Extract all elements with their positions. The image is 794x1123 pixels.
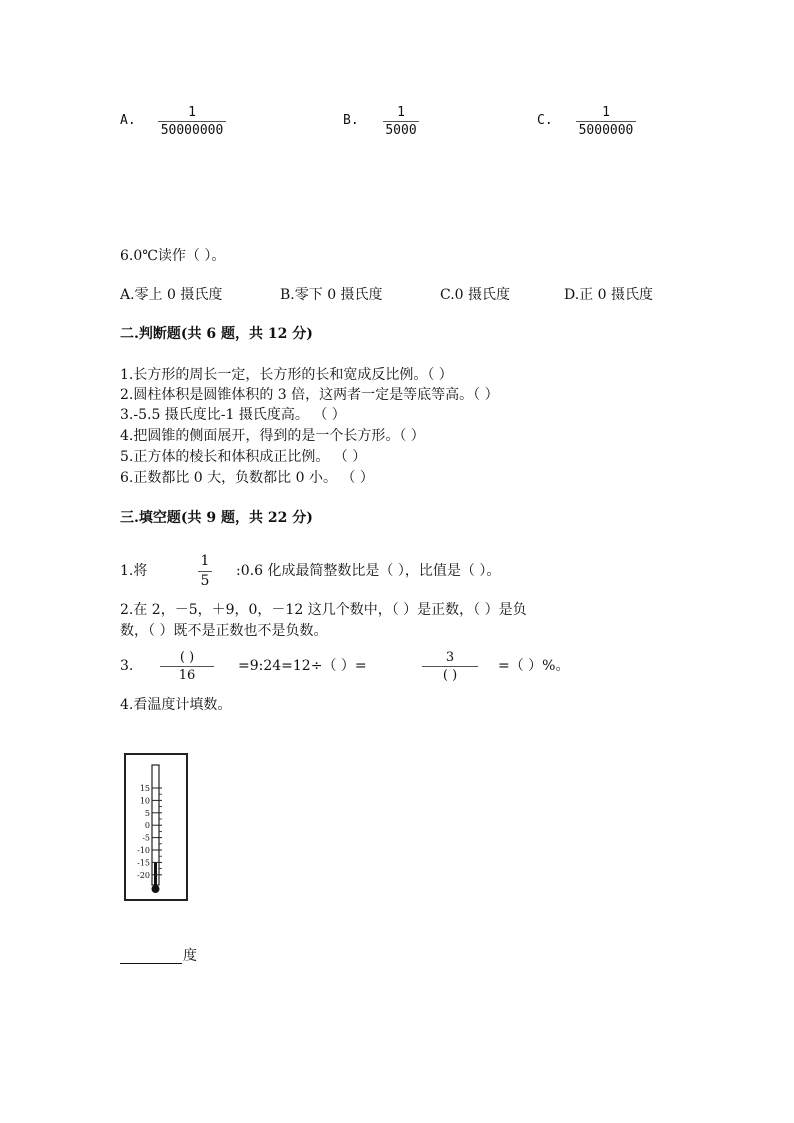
judge-item-2: 2.圆柱体积是圆锥体积的 3 倍，这两者一定是等底等高。（ ）: [120, 387, 499, 403]
fill-3-fraction-1: [160, 650, 214, 683]
thermometer-icon: [126, 755, 186, 899]
option-b-numerator: 1: [397, 105, 405, 120]
option-a-fraction: [158, 105, 226, 138]
question-6-stem: 6.0℃读作（ ）。: [120, 248, 226, 264]
answer-unit: 度: [183, 948, 197, 964]
fraction-bar: [198, 571, 212, 572]
thermometer-scale-label: -10: [137, 846, 150, 855]
fill-2-line-2: 数，（ ）既不是正数也不是负数。: [120, 623, 328, 639]
fraction-bar: [383, 121, 419, 122]
fill-3-label: 3.: [120, 658, 134, 674]
fraction-bar: [422, 666, 478, 667]
question-6-option-c: C.0 摄氏度: [440, 287, 511, 303]
question-6-option-d: D.正 0 摄氏度: [564, 287, 653, 303]
fill-1-suffix: :0.6 化成最简整数比是（ ），比值是（ ）。: [236, 563, 501, 579]
judge-item-6: 6.正数都比 0 大，负数都比 0 小。 （ ）: [120, 470, 374, 486]
fill-1-numerator: 1: [200, 553, 210, 569]
thermometer-scale-label: 0: [144, 821, 150, 831]
option-a-denominator: 50000000: [160, 123, 224, 138]
thermometer-frame: [124, 753, 188, 901]
fill-3-fraction-2: [422, 650, 478, 683]
option-b-label: B.: [343, 113, 359, 128]
option-a-numerator: 1: [188, 105, 196, 120]
option-a-label: A.: [120, 113, 136, 128]
thermometer-scale-label: -5: [142, 833, 150, 843]
section-2-title: 二.判断题(共 6 题，共 12 分): [120, 326, 313, 342]
fill-1-denominator: 5: [200, 573, 210, 589]
fill-1-fraction: [198, 553, 212, 590]
thermometer-scale-label: 10: [139, 796, 150, 806]
option-c-numerator: 1: [602, 105, 610, 120]
judge-item-3: 3.-5.5 摄氏度比-1 摄氏度高。 （ ）: [120, 407, 346, 423]
option-b-denominator: 5000: [385, 123, 417, 138]
fill-3-end: =（ ）%。: [498, 658, 570, 674]
option-b-fraction: [383, 105, 419, 138]
thermometer-scale-label: 15: [139, 784, 150, 793]
section-3-title: 三.填空题(共 9 题，共 22 分): [120, 510, 313, 526]
fill-4-stem: 4.看温度计填数。: [120, 697, 232, 713]
answer-blank[interactable]: [120, 963, 182, 964]
fill-3-fraction-2-denominator: ( ): [442, 668, 458, 683]
thermometer-scale-label: -15: [137, 858, 150, 868]
fill-1-prefix: 1.将: [120, 563, 148, 579]
judge-item-1: 1.长方形的周长一定，长方形的长和宽成反比例。（ ）: [120, 367, 453, 383]
fill-2-line-1: 2.在 2，－5，＋9，0，－12 这几个数中，（ ）是正数，（ ）是负: [120, 602, 527, 618]
fraction-bar: [576, 121, 636, 122]
fraction-bar: [158, 121, 226, 122]
judge-item-5: 5.正方体的棱长和体积成正比例。 （ ）: [120, 449, 367, 465]
thermometer-scale-label: -20: [137, 870, 150, 880]
fraction-bar: [160, 666, 214, 667]
fill-3-fraction-1-denominator: 16: [178, 668, 196, 683]
option-c-denominator: 5000000: [578, 123, 634, 138]
question-6-option-b: B.零下 0 摄氏度: [280, 287, 383, 303]
thermometer-bulb: [152, 885, 160, 893]
judge-item-4: 4.把圆锥的侧面展开，得到的是一个长方形。（ ）: [120, 428, 425, 444]
fill-3-fraction-2-numerator: 3: [445, 650, 455, 665]
fill-3-middle: =9:24=12÷（ ）=: [238, 658, 367, 674]
option-c-label: C.: [537, 113, 553, 128]
fill-3-fraction-1-numerator: ( ): [179, 650, 195, 665]
question-6-option-a: A.零上 0 摄氏度: [120, 287, 223, 303]
thermometer-scale-label: 5: [144, 808, 150, 818]
option-c-fraction: [576, 105, 636, 138]
